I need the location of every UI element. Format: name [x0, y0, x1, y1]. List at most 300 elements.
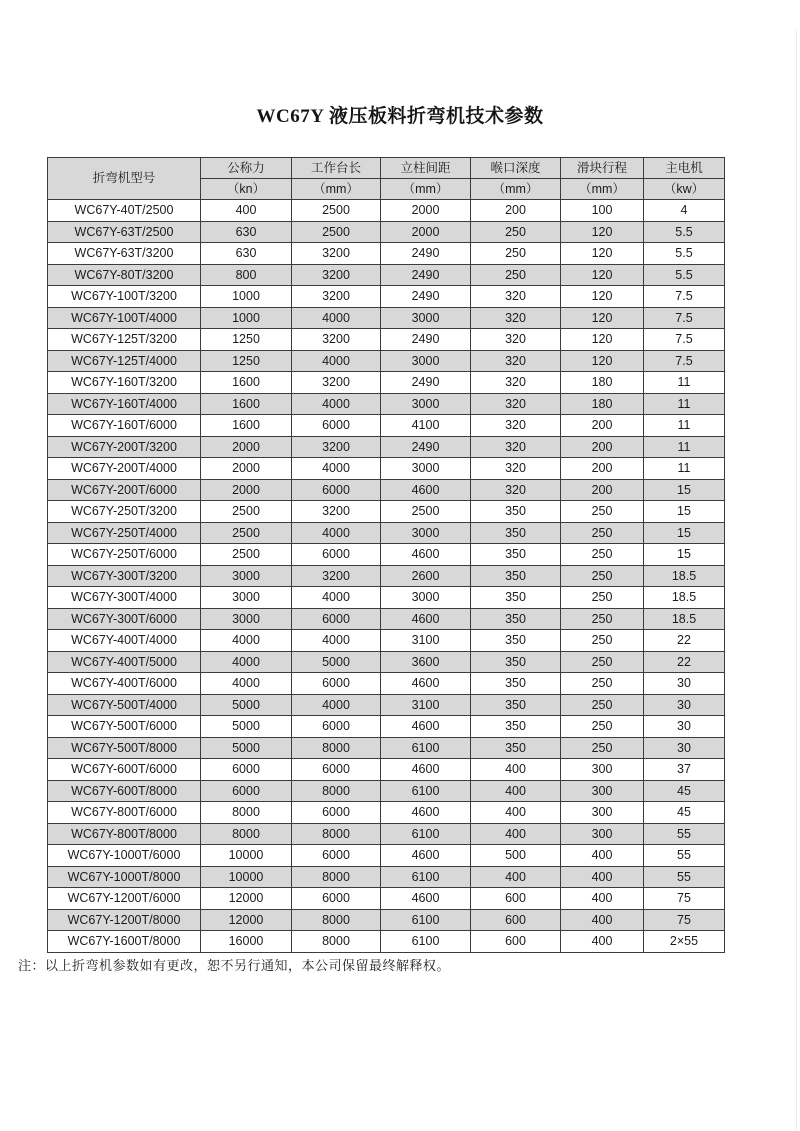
value-cell: 200 — [561, 436, 644, 458]
value-cell: 250 — [561, 565, 644, 587]
value-cell: 120 — [561, 264, 644, 286]
table-row — [48, 651, 725, 673]
value-cell: 3200 — [292, 264, 381, 286]
value-cell: 200 — [561, 458, 644, 480]
table-row — [48, 286, 725, 308]
value-cell: 3000 — [381, 587, 471, 609]
value-cell: 200 — [471, 200, 561, 222]
value-cell: 11 — [644, 436, 725, 458]
unit-throat-depth: （mm） — [471, 179, 561, 200]
value-cell: 6000 — [292, 845, 381, 867]
value-cell: 75 — [644, 909, 725, 931]
value-cell: 3200 — [292, 286, 381, 308]
value-cell: 4100 — [381, 415, 471, 437]
value-cell: 1600 — [201, 372, 292, 394]
value-cell: 320 — [471, 436, 561, 458]
value-cell: 16000 — [201, 931, 292, 953]
model-cell: WC67Y-80T/3200 — [48, 264, 201, 286]
value-cell: 180 — [561, 372, 644, 394]
value-cell: 6000 — [292, 716, 381, 738]
table-row — [48, 802, 725, 824]
value-cell: 320 — [471, 458, 561, 480]
value-cell: 2490 — [381, 329, 471, 351]
table-row — [48, 393, 725, 415]
value-cell: 2×55 — [644, 931, 725, 953]
table-body — [48, 200, 725, 953]
value-cell: 250 — [471, 264, 561, 286]
value-cell: 2600 — [381, 565, 471, 587]
unit-nominal-force: （kn） — [201, 179, 292, 200]
model-cell: WC67Y-1000T/8000 — [48, 866, 201, 888]
value-cell: 3200 — [292, 372, 381, 394]
value-cell: 120 — [561, 307, 644, 329]
value-cell: 4000 — [292, 630, 381, 652]
value-cell: 600 — [471, 931, 561, 953]
value-cell: 250 — [561, 501, 644, 523]
value-cell: 320 — [471, 329, 561, 351]
value-cell: 350 — [471, 630, 561, 652]
value-cell: 2000 — [381, 221, 471, 243]
value-cell: 200 — [561, 415, 644, 437]
table-row — [48, 716, 725, 738]
value-cell: 11 — [644, 372, 725, 394]
value-cell: 4000 — [292, 350, 381, 372]
value-cell: 6100 — [381, 931, 471, 953]
value-cell: 55 — [644, 845, 725, 867]
value-cell: 11 — [644, 458, 725, 480]
value-cell: 1600 — [201, 415, 292, 437]
table-row — [48, 565, 725, 587]
model-cell: WC67Y-500T/8000 — [48, 737, 201, 759]
value-cell: 2000 — [201, 458, 292, 480]
value-cell: 630 — [201, 221, 292, 243]
value-cell: 2500 — [201, 522, 292, 544]
table-row — [48, 823, 725, 845]
table-row — [48, 221, 725, 243]
value-cell: 4000 — [292, 522, 381, 544]
value-cell: 2490 — [381, 372, 471, 394]
value-cell: 4000 — [292, 694, 381, 716]
model-cell: WC67Y-300T/6000 — [48, 608, 201, 630]
value-cell: 250 — [471, 221, 561, 243]
table-row — [48, 673, 725, 695]
value-cell: 4000 — [292, 458, 381, 480]
header-ram-stroke: 滑块行程 — [561, 158, 644, 179]
value-cell: 5.5 — [644, 221, 725, 243]
value-cell: 5000 — [201, 694, 292, 716]
value-cell: 6000 — [201, 759, 292, 781]
value-cell: 1600 — [201, 393, 292, 415]
value-cell: 350 — [471, 737, 561, 759]
model-cell: WC67Y-400T/6000 — [48, 673, 201, 695]
value-cell: 300 — [561, 780, 644, 802]
value-cell: 800 — [201, 264, 292, 286]
value-cell: 30 — [644, 673, 725, 695]
value-cell: 15 — [644, 501, 725, 523]
value-cell: 75 — [644, 888, 725, 910]
value-cell: 400 — [471, 823, 561, 845]
value-cell: 45 — [644, 780, 725, 802]
spec-table — [47, 157, 725, 953]
value-cell: 6000 — [292, 673, 381, 695]
value-cell: 4600 — [381, 759, 471, 781]
value-cell: 3600 — [381, 651, 471, 673]
value-cell: 6100 — [381, 780, 471, 802]
table-row — [48, 415, 725, 437]
value-cell: 250 — [561, 544, 644, 566]
value-cell: 3000 — [201, 587, 292, 609]
value-cell: 180 — [561, 393, 644, 415]
model-cell: WC67Y-1600T/8000 — [48, 931, 201, 953]
model-cell: WC67Y-300T/3200 — [48, 565, 201, 587]
model-cell: WC67Y-1200T/6000 — [48, 888, 201, 910]
value-cell: 6000 — [292, 802, 381, 824]
table-row — [48, 587, 725, 609]
value-cell: 2490 — [381, 286, 471, 308]
value-cell: 100 — [561, 200, 644, 222]
value-cell: 55 — [644, 866, 725, 888]
value-cell: 120 — [561, 243, 644, 265]
table-row — [48, 866, 725, 888]
value-cell: 350 — [471, 608, 561, 630]
model-cell: WC67Y-500T/6000 — [48, 716, 201, 738]
value-cell: 8000 — [292, 866, 381, 888]
model-cell: WC67Y-1200T/8000 — [48, 909, 201, 931]
model-cell: WC67Y-250T/3200 — [48, 501, 201, 523]
header-column-distance: 立柱间距 — [381, 158, 471, 179]
value-cell: 8000 — [201, 823, 292, 845]
value-cell: 4600 — [381, 673, 471, 695]
value-cell: 300 — [561, 759, 644, 781]
value-cell: 400 — [471, 802, 561, 824]
value-cell: 600 — [471, 888, 561, 910]
value-cell: 250 — [561, 673, 644, 695]
unit-main-motor: （kw） — [644, 179, 725, 200]
value-cell: 2000 — [201, 436, 292, 458]
model-cell: WC67Y-600T/8000 — [48, 780, 201, 802]
value-cell: 11 — [644, 393, 725, 415]
value-cell: 250 — [561, 651, 644, 673]
value-cell: 250 — [561, 694, 644, 716]
value-cell: 8000 — [292, 909, 381, 931]
table-row — [48, 888, 725, 910]
value-cell: 350 — [471, 694, 561, 716]
header-throat-depth: 喉口深度 — [471, 158, 561, 179]
model-cell: WC67Y-63T/2500 — [48, 221, 201, 243]
value-cell: 8000 — [292, 780, 381, 802]
value-cell: 3100 — [381, 694, 471, 716]
header-worktable-length: 工作台长 — [292, 158, 381, 179]
value-cell: 600 — [471, 909, 561, 931]
model-cell: WC67Y-63T/3200 — [48, 243, 201, 265]
value-cell: 250 — [561, 587, 644, 609]
header-model-column: 折弯机型号 — [48, 158, 201, 200]
value-cell: 1250 — [201, 350, 292, 372]
value-cell: 320 — [471, 479, 561, 501]
value-cell: 3200 — [292, 565, 381, 587]
value-cell: 3000 — [381, 522, 471, 544]
value-cell: 250 — [561, 737, 644, 759]
value-cell: 12000 — [201, 888, 292, 910]
value-cell: 320 — [471, 350, 561, 372]
value-cell: 7.5 — [644, 329, 725, 351]
table-row — [48, 608, 725, 630]
table-row — [48, 243, 725, 265]
table-header — [48, 158, 725, 200]
model-cell: WC67Y-250T/6000 — [48, 544, 201, 566]
table-row — [48, 780, 725, 802]
value-cell: 320 — [471, 286, 561, 308]
table-row — [48, 329, 725, 351]
value-cell: 250 — [561, 630, 644, 652]
model-cell: WC67Y-1000T/6000 — [48, 845, 201, 867]
value-cell: 400 — [561, 909, 644, 931]
table-row — [48, 372, 725, 394]
value-cell: 400 — [561, 931, 644, 953]
value-cell: 5000 — [201, 737, 292, 759]
value-cell: 300 — [561, 823, 644, 845]
value-cell: 4600 — [381, 888, 471, 910]
value-cell: 250 — [561, 522, 644, 544]
model-cell: WC67Y-800T/8000 — [48, 823, 201, 845]
value-cell: 3000 — [381, 307, 471, 329]
value-cell: 10000 — [201, 866, 292, 888]
value-cell: 120 — [561, 286, 644, 308]
value-cell: 3000 — [381, 458, 471, 480]
value-cell: 6000 — [292, 544, 381, 566]
value-cell: 4000 — [201, 673, 292, 695]
value-cell: 10000 — [201, 845, 292, 867]
value-cell: 30 — [644, 737, 725, 759]
value-cell: 6000 — [292, 608, 381, 630]
value-cell: 120 — [561, 329, 644, 351]
table-row — [48, 458, 725, 480]
value-cell: 4600 — [381, 544, 471, 566]
table-row — [48, 479, 725, 501]
table-row — [48, 909, 725, 931]
value-cell: 3200 — [292, 436, 381, 458]
table-row — [48, 544, 725, 566]
value-cell: 350 — [471, 716, 561, 738]
value-cell: 5000 — [201, 716, 292, 738]
value-cell: 4000 — [201, 630, 292, 652]
value-cell: 400 — [561, 845, 644, 867]
model-cell: WC67Y-250T/4000 — [48, 522, 201, 544]
value-cell: 18.5 — [644, 587, 725, 609]
value-cell: 15 — [644, 479, 725, 501]
value-cell: 4000 — [201, 651, 292, 673]
value-cell: 11 — [644, 415, 725, 437]
value-cell: 6100 — [381, 866, 471, 888]
model-cell: WC67Y-160T/3200 — [48, 372, 201, 394]
value-cell: 6100 — [381, 909, 471, 931]
value-cell: 320 — [471, 372, 561, 394]
model-cell: WC67Y-600T/6000 — [48, 759, 201, 781]
value-cell: 4600 — [381, 716, 471, 738]
value-cell: 120 — [561, 221, 644, 243]
value-cell: 250 — [561, 608, 644, 630]
value-cell: 7.5 — [644, 286, 725, 308]
value-cell: 4000 — [292, 587, 381, 609]
value-cell: 400 — [471, 759, 561, 781]
value-cell: 250 — [471, 243, 561, 265]
value-cell: 2500 — [201, 501, 292, 523]
model-cell: WC67Y-160T/4000 — [48, 393, 201, 415]
model-cell: WC67Y-300T/4000 — [48, 587, 201, 609]
value-cell: 400 — [561, 866, 644, 888]
value-cell: 350 — [471, 501, 561, 523]
table-row — [48, 522, 725, 544]
value-cell: 4000 — [292, 393, 381, 415]
value-cell: 400 — [201, 200, 292, 222]
model-cell: WC67Y-125T/3200 — [48, 329, 201, 351]
value-cell: 12000 — [201, 909, 292, 931]
value-cell: 3000 — [201, 608, 292, 630]
value-cell: 55 — [644, 823, 725, 845]
value-cell: 350 — [471, 544, 561, 566]
value-cell: 6100 — [381, 737, 471, 759]
value-cell: 4 — [644, 200, 725, 222]
value-cell: 2490 — [381, 243, 471, 265]
value-cell: 350 — [471, 587, 561, 609]
model-cell: WC67Y-400T/4000 — [48, 630, 201, 652]
model-cell: WC67Y-800T/6000 — [48, 802, 201, 824]
unit-worktable-length: （mm） — [292, 179, 381, 200]
model-cell: WC67Y-160T/6000 — [48, 415, 201, 437]
value-cell: 3000 — [201, 565, 292, 587]
value-cell: 37 — [644, 759, 725, 781]
table-row — [48, 931, 725, 953]
value-cell: 8000 — [201, 802, 292, 824]
value-cell: 1000 — [201, 286, 292, 308]
value-cell: 30 — [644, 694, 725, 716]
value-cell: 2500 — [381, 501, 471, 523]
value-cell: 120 — [561, 350, 644, 372]
value-cell: 22 — [644, 651, 725, 673]
table-row — [48, 501, 725, 523]
value-cell: 18.5 — [644, 565, 725, 587]
value-cell: 5000 — [292, 651, 381, 673]
value-cell: 5.5 — [644, 264, 725, 286]
table-row — [48, 759, 725, 781]
value-cell: 400 — [471, 866, 561, 888]
value-cell: 350 — [471, 673, 561, 695]
table-row — [48, 264, 725, 286]
value-cell: 320 — [471, 415, 561, 437]
value-cell: 2500 — [201, 544, 292, 566]
model-cell: WC67Y-200T/6000 — [48, 479, 201, 501]
header-main-motor: 主电机 — [644, 158, 725, 179]
value-cell: 6000 — [292, 479, 381, 501]
value-cell: 3200 — [292, 329, 381, 351]
value-cell: 350 — [471, 651, 561, 673]
table-row — [48, 694, 725, 716]
model-cell: WC67Y-125T/4000 — [48, 350, 201, 372]
table-row — [48, 436, 725, 458]
value-cell: 350 — [471, 565, 561, 587]
value-cell: 630 — [201, 243, 292, 265]
value-cell: 250 — [561, 716, 644, 738]
value-cell: 2500 — [292, 221, 381, 243]
model-cell: WC67Y-100T/4000 — [48, 307, 201, 329]
value-cell: 4000 — [292, 307, 381, 329]
model-cell: WC67Y-200T/3200 — [48, 436, 201, 458]
value-cell: 15 — [644, 522, 725, 544]
value-cell: 1250 — [201, 329, 292, 351]
table-row — [48, 350, 725, 372]
value-cell: 18.5 — [644, 608, 725, 630]
value-cell: 2490 — [381, 264, 471, 286]
value-cell: 4600 — [381, 608, 471, 630]
value-cell: 45 — [644, 802, 725, 824]
value-cell: 8000 — [292, 931, 381, 953]
unit-ram-stroke: （mm） — [561, 179, 644, 200]
value-cell: 1000 — [201, 307, 292, 329]
value-cell: 6100 — [381, 823, 471, 845]
value-cell: 350 — [471, 522, 561, 544]
value-cell: 300 — [561, 802, 644, 824]
value-cell: 4600 — [381, 845, 471, 867]
value-cell: 3100 — [381, 630, 471, 652]
model-cell: WC67Y-400T/5000 — [48, 651, 201, 673]
value-cell: 320 — [471, 307, 561, 329]
model-cell: WC67Y-100T/3200 — [48, 286, 201, 308]
value-cell: 6000 — [292, 888, 381, 910]
value-cell: 3000 — [381, 350, 471, 372]
value-cell: 2490 — [381, 436, 471, 458]
value-cell: 3000 — [381, 393, 471, 415]
value-cell: 6000 — [292, 415, 381, 437]
value-cell: 22 — [644, 630, 725, 652]
page-title: WC67Y 液压板料折弯机技术参数 — [256, 106, 544, 127]
table-row — [48, 737, 725, 759]
value-cell: 30 — [644, 716, 725, 738]
page-edge-line — [796, 30, 797, 1131]
value-cell: 500 — [471, 845, 561, 867]
model-cell: WC67Y-200T/4000 — [48, 458, 201, 480]
value-cell: 15 — [644, 544, 725, 566]
value-cell: 3200 — [292, 501, 381, 523]
value-cell: 8000 — [292, 737, 381, 759]
value-cell: 5.5 — [644, 243, 725, 265]
table-row — [48, 630, 725, 652]
value-cell: 2000 — [381, 200, 471, 222]
value-cell: 3200 — [292, 243, 381, 265]
header-row-names — [48, 158, 725, 179]
model-cell: WC67Y-500T/4000 — [48, 694, 201, 716]
table-row — [48, 307, 725, 329]
unit-column-distance: （mm） — [381, 179, 471, 200]
table-row — [48, 845, 725, 867]
value-cell: 4600 — [381, 802, 471, 824]
value-cell: 2500 — [292, 200, 381, 222]
value-cell: 7.5 — [644, 350, 725, 372]
value-cell: 4600 — [381, 479, 471, 501]
value-cell: 6000 — [201, 780, 292, 802]
table-row — [48, 200, 725, 222]
value-cell: 2000 — [201, 479, 292, 501]
value-cell: 6000 — [292, 759, 381, 781]
value-cell: 8000 — [292, 823, 381, 845]
value-cell: 320 — [471, 393, 561, 415]
value-cell: 200 — [561, 479, 644, 501]
value-cell: 400 — [561, 888, 644, 910]
footnote: 注：以上折弯机参数如有更改，恕不另行通知，本公司保留最终解释权。 — [18, 958, 451, 973]
value-cell: 400 — [471, 780, 561, 802]
value-cell: 7.5 — [644, 307, 725, 329]
header-nominal-force: 公称力 — [201, 158, 292, 179]
model-cell: WC67Y-40T/2500 — [48, 200, 201, 222]
